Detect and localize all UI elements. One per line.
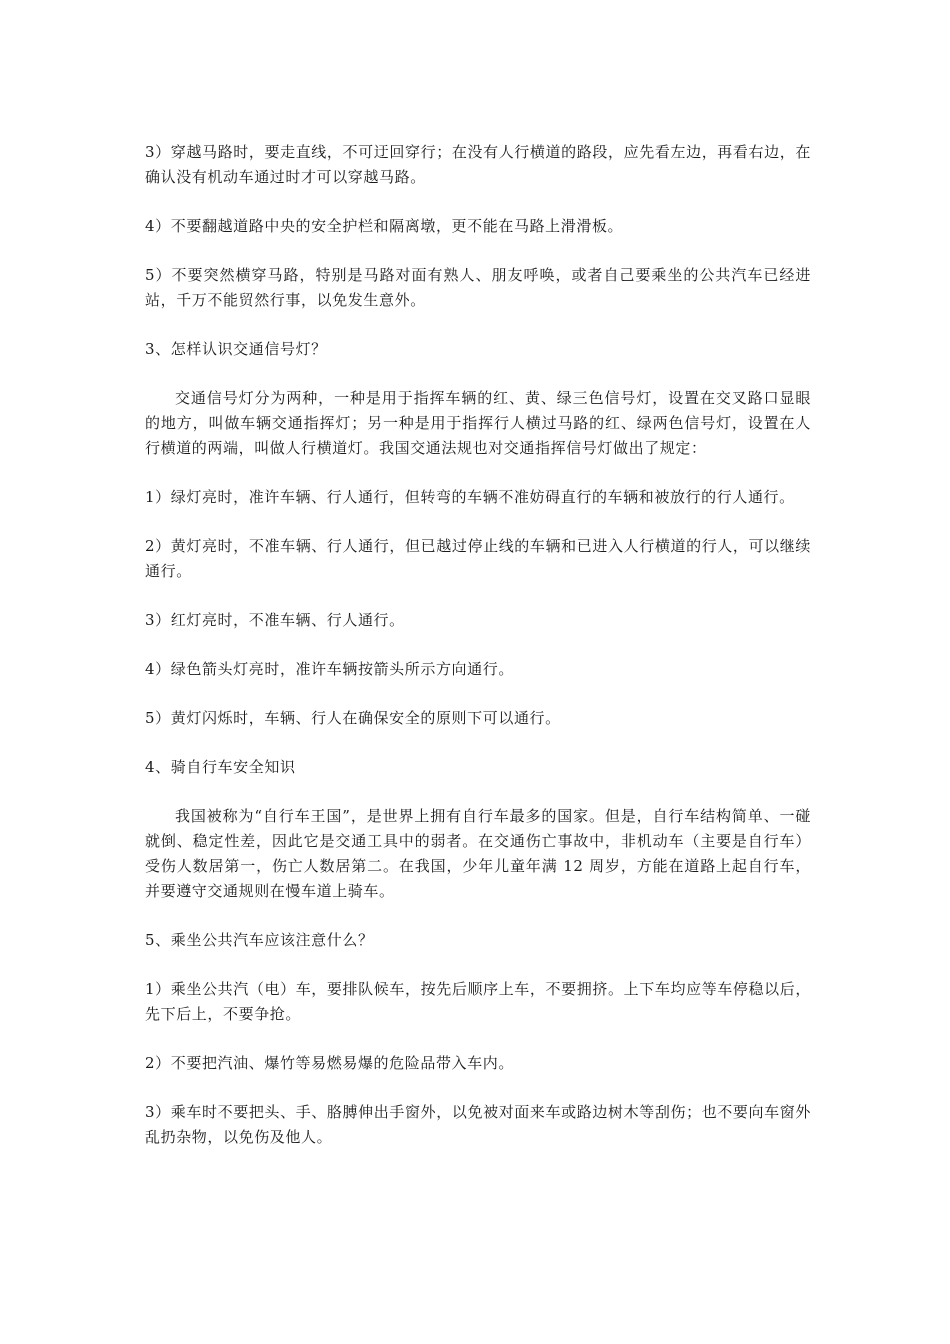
paragraph-yellow-light: 2）黄灯亮时，不准车辆、行人通行，但已越过停止线的车辆和已进入人行横道的行人，可以继续通行。 [145,537,811,580]
paragraph-crossing-straight: 3）穿越马路时，要走直线，不可迂回穿行；在没有人行横道的路段，应先看左边，再看右边，在确认没有机动车通过时才可以穿越马路。 [145,143,811,186]
paragraph-red-light: 3）红灯亮时，不准车辆、行人通行。 [145,611,405,629]
paragraph-traffic-lights-intro: 交通信号灯分为两种，一种是用于指挥车辆的红、黄、绿三色信号灯，设置在交叉路口显眼的地方，叫做车辆交通指挥灯；另一种是用于指挥行人横过马路的红、绿两色信号灯，设置在人行横道的两端，叫做人行横道灯。我国交通法规也对交通指挥信号灯做出了规定： [145,389,811,457]
section-heading-bus-riding: 5、乘坐公共汽车应该注意什么？ [145,931,374,949]
paragraph-no-dangerous-goods: 2）不要把汽油、爆竹等易燃易爆的危险品带入车内。 [145,1054,514,1072]
paragraph-no-sudden-crossing: 5）不要突然横穿马路，特别是马路对面有熟人、朋友呼唤，或者自己要乘坐的公共汽车已经进站，千万不能贸然行事，以免发生意外。 [145,266,811,309]
paragraph-bus-queue: 1）乘坐公共汽（电）车，要排队候车，按先后顺序上车，不要拥挤。上下车均应等车停稳以后，先下后上，不要争抢。 [145,980,811,1023]
paragraph-flashing-yellow: 5）黄灯闪烁时，车辆、行人在确保安全的原则下可以通行。 [145,709,561,727]
paragraph-green-light: 1）绿灯亮时，准许车辆、行人通行，但转弯的车辆不准妨碍直行的车辆和被放行的行人通行。 [145,488,795,506]
paragraph-no-climbing-barrier: 4）不要翻越道路中央的安全护栏和隔离墩，更不能在马路上滑滑板。 [145,217,624,235]
paragraph-bicycle-kingdom: 我国被称为“自行车王国”，是世界上拥有自行车最多的国家。但是，自行车结构简单、一碰就倒、稳定性差，因此它是交通工具中的弱者。在交通伤亡事故中，非机动车（主要是自行车）受伤人数居第一，伤亡人数居第二。在我国，少年儿童年满 12 周岁，方能在道路上起自行车，并要遵守交通规则在慢车道上骑车。 [145,807,811,900]
section-heading-bicycle-safety: 4、骑自行车安全知识 [145,758,296,776]
document-body [145,140,811,1174]
paragraph-no-head-out-window: 3）乘车时不要把头、手、胳膊伸出手窗外，以免被对面来车或路边树木等刮伤；也不要向车窗外乱扔杂物，以免伤及他人。 [145,1103,811,1146]
section-heading-traffic-lights: 3、怎样认识交通信号灯？ [145,340,327,358]
paragraph-green-arrow-light: 4）绿色箭头灯亮时，准许车辆按箭头所示方向通行。 [145,660,514,678]
